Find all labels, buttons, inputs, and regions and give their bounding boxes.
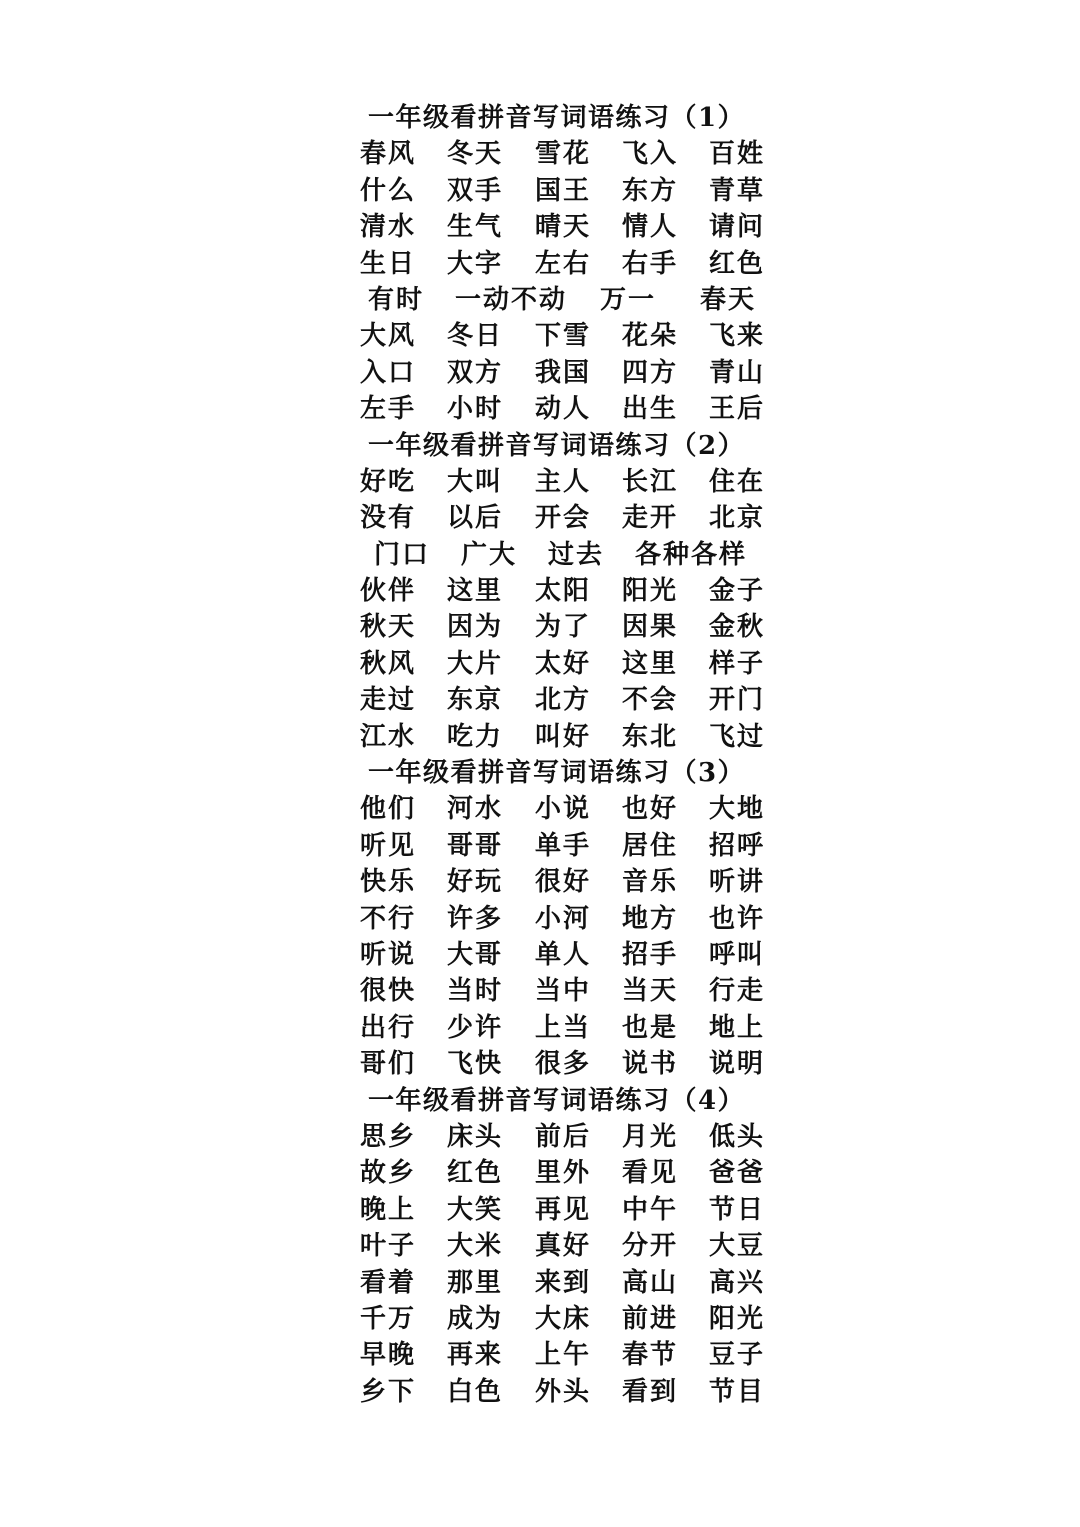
vocab-word: 左右 — [535, 248, 592, 279]
vocab-word: 也许 — [709, 903, 766, 934]
vocab-word: 大字 — [447, 248, 504, 279]
word-row — [0, 901, 1080, 937]
vocab-word: 低头 — [709, 1121, 766, 1152]
word-row — [0, 209, 1080, 245]
vocab-word: 里外 — [535, 1158, 592, 1189]
vocab-word: 清水 — [360, 212, 417, 243]
vocab-word: 秋天 — [360, 612, 417, 643]
word-row — [0, 173, 1080, 209]
vocab-word: 住在 — [709, 466, 766, 497]
vocab-word: 音乐 — [622, 867, 679, 898]
vocab-word: 大地 — [709, 794, 766, 825]
vocab-word: 豆子 — [709, 1340, 766, 1371]
word-row — [0, 1265, 1080, 1301]
vocab-word: 地方 — [622, 903, 679, 934]
vocab-word: 爸爸 — [709, 1158, 766, 1189]
vocab-word: 外头 — [535, 1376, 592, 1407]
vocab-word: 思乡 — [360, 1121, 417, 1152]
vocab-word: 千万 — [360, 1303, 417, 1334]
word-row — [0, 646, 1080, 682]
vocab-word: 一动不动 — [455, 284, 568, 315]
vocab-word: 前进 — [622, 1303, 679, 1334]
vocab-word: 情人 — [622, 212, 679, 243]
vocab-word: 我国 — [535, 357, 592, 388]
vocab-word: 北京 — [709, 503, 766, 534]
vocab-word: 动人 — [535, 394, 592, 425]
vocab-word: 金子 — [709, 576, 766, 607]
vocab-word: 太阳 — [535, 576, 592, 607]
vocab-word: 走过 — [360, 685, 417, 716]
vocab-word: 大哥 — [447, 939, 504, 970]
vocab-word: 吃力 — [447, 721, 504, 752]
vocab-word: 居住 — [622, 830, 679, 861]
vocab-word: 前后 — [535, 1121, 592, 1152]
word-row — [0, 355, 1080, 391]
word-row — [0, 537, 1080, 573]
word-row — [0, 1192, 1080, 1228]
word-row — [0, 1337, 1080, 1373]
vocab-word: 再来 — [447, 1340, 504, 1371]
vocab-word: 样子 — [709, 648, 766, 679]
vocab-word: 叶子 — [360, 1231, 417, 1262]
vocab-word: 看着 — [360, 1267, 417, 1298]
vocab-word: 出生 — [622, 394, 679, 425]
vocab-word: 请问 — [709, 212, 766, 243]
vocab-word: 来到 — [535, 1267, 592, 1298]
vocab-word: 飞入 — [622, 139, 679, 170]
vocab-word: 雪花 — [535, 139, 592, 170]
vocab-word: 伙伴 — [360, 576, 417, 607]
vocab-word: 大叫 — [447, 466, 504, 497]
vocab-word: 哥们 — [360, 1049, 417, 1080]
vocab-word: 万一 — [600, 284, 657, 315]
word-row — [0, 1119, 1080, 1155]
vocab-word: 行走 — [709, 976, 766, 1007]
vocab-word: 冬天 — [447, 139, 504, 170]
vocab-word: 高山 — [622, 1267, 679, 1298]
vocab-word: 没有 — [360, 503, 417, 534]
word-row — [0, 609, 1080, 645]
vocab-word: 很好 — [535, 867, 592, 898]
vocab-word: 以后 — [447, 503, 504, 534]
vocab-word: 看到 — [622, 1376, 679, 1407]
vocab-word: 大风 — [360, 321, 417, 352]
vocab-word: 四方 — [622, 357, 679, 388]
vocab-word: 听见 — [360, 830, 417, 861]
vocab-word: 真好 — [535, 1231, 592, 1262]
word-row — [0, 828, 1080, 864]
vocab-word: 春节 — [622, 1340, 679, 1371]
vocab-word: 说明 — [709, 1049, 766, 1080]
vocab-word: 春风 — [360, 139, 417, 170]
word-row — [0, 318, 1080, 354]
vocab-word: 大片 — [447, 648, 504, 679]
word-row — [0, 573, 1080, 609]
vocab-word: 长江 — [622, 466, 679, 497]
vocab-word: 大米 — [447, 1231, 504, 1262]
word-row — [0, 1010, 1080, 1046]
vocab-word: 广大 — [461, 539, 518, 570]
vocab-word: 生气 — [447, 212, 504, 243]
vocab-word: 金秋 — [709, 612, 766, 643]
vocab-word: 也是 — [622, 1012, 679, 1043]
vocab-word: 东北 — [622, 721, 679, 752]
vocab-word: 这里 — [622, 648, 679, 679]
vocab-word: 不行 — [360, 903, 417, 934]
vocab-word: 上当 — [535, 1012, 592, 1043]
vocab-word: 下雪 — [535, 321, 592, 352]
word-row — [0, 1301, 1080, 1337]
vocab-word: 北方 — [535, 685, 592, 716]
word-row — [0, 500, 1080, 536]
vocab-word: 小河 — [535, 903, 592, 934]
word-row — [0, 1228, 1080, 1264]
vocab-word: 月光 — [622, 1121, 679, 1152]
vocab-word: 出行 — [360, 1012, 417, 1043]
word-row — [0, 1374, 1080, 1410]
vocab-word: 阳光 — [709, 1303, 766, 1334]
vocab-word: 花朵 — [622, 321, 679, 352]
vocab-word: 呼叫 — [709, 939, 766, 970]
vocab-word: 他们 — [360, 794, 417, 825]
vocab-word: 当时 — [447, 976, 504, 1007]
vocab-word: 单人 — [535, 939, 592, 970]
word-row — [0, 464, 1080, 500]
vocab-word: 高兴 — [709, 1267, 766, 1298]
vocab-word: 听说 — [360, 939, 417, 970]
vocab-word: 开门 — [709, 685, 766, 716]
vocab-word: 叫好 — [535, 721, 592, 752]
vocab-word: 晚上 — [360, 1194, 417, 1225]
vocab-word: 好玩 — [447, 867, 504, 898]
vocab-word: 单手 — [535, 830, 592, 861]
vocab-word: 听讲 — [709, 867, 766, 898]
vocab-word: 河水 — [447, 794, 504, 825]
vocab-word: 国王 — [535, 175, 592, 206]
vocab-word: 飞过 — [709, 721, 766, 752]
vocab-word: 双方 — [447, 357, 504, 388]
vocab-word: 白色 — [447, 1376, 504, 1407]
vocab-word: 招呼 — [709, 830, 766, 861]
vocab-word: 许多 — [447, 903, 504, 934]
vocab-word: 红色 — [447, 1158, 504, 1189]
vocab-word: 节目 — [709, 1376, 766, 1407]
vocab-word: 上午 — [535, 1340, 592, 1371]
vocab-word: 过去 — [548, 539, 605, 570]
word-row — [0, 246, 1080, 282]
vocab-word: 太好 — [535, 648, 592, 679]
vocab-word: 再见 — [535, 1194, 592, 1225]
section-title: 一年级看拼音写词语练习（3） — [368, 758, 746, 789]
vocab-word: 冬日 — [447, 321, 504, 352]
vocab-word: 秋风 — [360, 648, 417, 679]
vocab-word: 飞快 — [447, 1049, 504, 1080]
vocab-word: 早晚 — [360, 1340, 417, 1371]
vocab-word: 因为 — [447, 612, 504, 643]
word-row — [0, 282, 1080, 318]
vocab-word: 地上 — [709, 1012, 766, 1043]
vocab-word: 当中 — [535, 976, 592, 1007]
vocab-word: 生日 — [360, 248, 417, 279]
vocab-word: 什么 — [360, 175, 417, 206]
vocab-word: 很快 — [360, 976, 417, 1007]
vocab-word: 红色 — [709, 248, 766, 279]
vocab-word: 大笑 — [447, 1194, 504, 1225]
vocab-word: 也好 — [622, 794, 679, 825]
vocab-word: 哥哥 — [447, 830, 504, 861]
vocab-word: 节日 — [709, 1194, 766, 1225]
vocab-word: 各种各样 — [635, 539, 748, 570]
vocab-word: 因果 — [622, 612, 679, 643]
vocab-word: 招手 — [622, 939, 679, 970]
worksheet — [0, 100, 1080, 1410]
word-row — [0, 973, 1080, 1009]
vocab-word: 青草 — [709, 175, 766, 206]
vocab-word: 东方 — [622, 175, 679, 206]
word-row — [0, 1155, 1080, 1191]
vocab-word: 青山 — [709, 357, 766, 388]
vocab-word: 快乐 — [360, 867, 417, 898]
word-row — [0, 1046, 1080, 1082]
section-title: 一年级看拼音写词语练习（4） — [368, 1085, 746, 1116]
vocab-word: 小说 — [535, 794, 592, 825]
vocab-word: 入口 — [360, 357, 417, 388]
vocab-word: 晴天 — [535, 212, 592, 243]
vocab-word: 主人 — [535, 466, 592, 497]
word-row — [0, 864, 1080, 900]
vocab-word: 走开 — [622, 503, 679, 534]
vocab-word: 为了 — [535, 612, 592, 643]
vocab-word: 很多 — [535, 1049, 592, 1080]
vocab-word: 门口 — [374, 539, 431, 570]
vocab-word: 乡下 — [360, 1376, 417, 1407]
word-row — [0, 682, 1080, 718]
vocab-word: 分开 — [622, 1231, 679, 1262]
section-title: 一年级看拼音写词语练习（2） — [368, 430, 746, 461]
vocab-word: 开会 — [535, 503, 592, 534]
vocab-word: 春天 — [700, 284, 757, 315]
vocab-word: 说书 — [622, 1049, 679, 1080]
vocab-word: 东京 — [447, 685, 504, 716]
vocab-word: 好吃 — [360, 466, 417, 497]
vocab-word: 少许 — [447, 1012, 504, 1043]
vocab-word: 有时 — [368, 284, 425, 315]
vocab-word: 飞来 — [709, 321, 766, 352]
vocab-word: 当天 — [622, 976, 679, 1007]
vocab-word: 小时 — [447, 394, 504, 425]
vocab-word: 大豆 — [709, 1231, 766, 1262]
word-row — [0, 136, 1080, 172]
vocab-word: 江水 — [360, 721, 417, 752]
section-title: 一年级看拼音写词语练习（1） — [368, 103, 746, 133]
vocab-word: 这里 — [447, 576, 504, 607]
vocab-word: 看见 — [622, 1158, 679, 1189]
vocab-word: 不会 — [622, 685, 679, 716]
vocab-word: 阳光 — [622, 576, 679, 607]
vocab-word: 故乡 — [360, 1158, 417, 1189]
word-row — [0, 791, 1080, 827]
vocab-word: 那里 — [447, 1267, 504, 1298]
vocab-word: 成为 — [447, 1303, 504, 1334]
vocab-word: 王后 — [709, 394, 766, 425]
vocab-word: 左手 — [360, 394, 417, 425]
vocab-word: 大床 — [535, 1303, 592, 1334]
word-row — [0, 391, 1080, 427]
vocab-word: 百姓 — [709, 139, 766, 170]
vocab-word: 中午 — [622, 1194, 679, 1225]
vocab-word: 床头 — [447, 1121, 504, 1152]
vocab-word: 右手 — [622, 248, 679, 279]
word-row — [0, 937, 1080, 973]
vocab-word: 双手 — [447, 175, 504, 206]
word-row — [0, 719, 1080, 755]
